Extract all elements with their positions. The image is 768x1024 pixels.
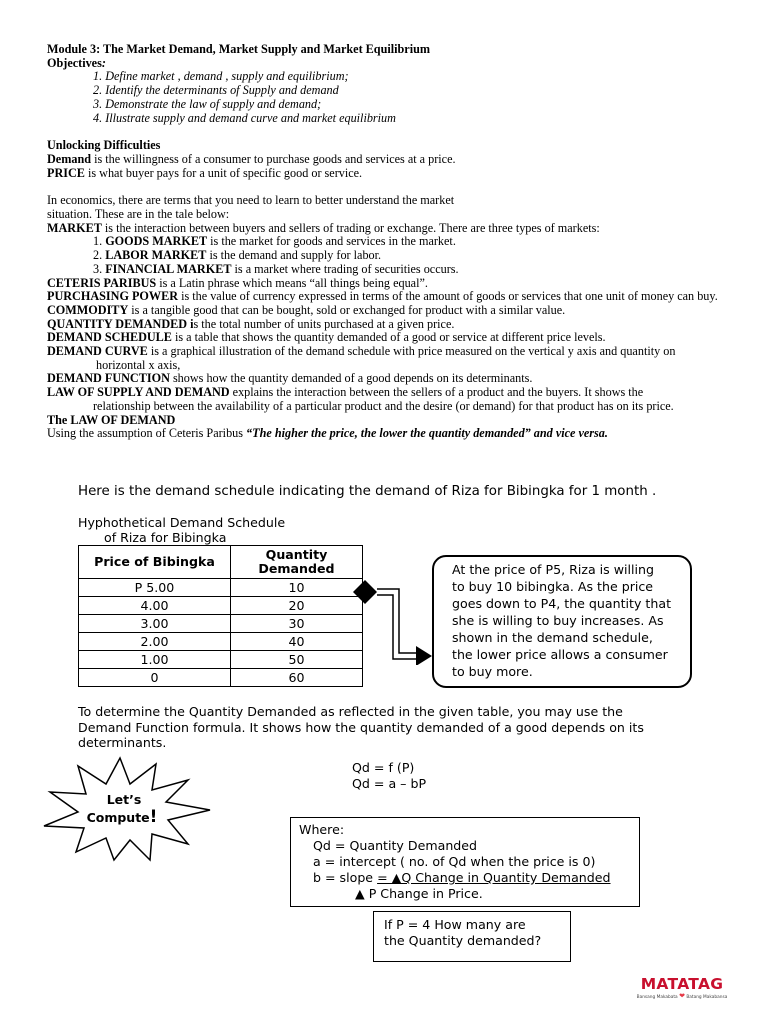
table-title: Hyphothetical Demand Schedule of Riza for Bibingka	[78, 515, 286, 545]
callout-line: to buy 10 bibingka. As the price	[452, 579, 654, 594]
table-cell-price: P 5.00	[79, 579, 231, 597]
demand-schedule-table	[78, 545, 363, 687]
table-header-row	[79, 546, 363, 579]
objective-item: 4. Illustrate supply and demand curve and market equilibrium	[93, 110, 396, 125]
column-header-quantity: Quantity Demanded	[231, 546, 363, 579]
table-cell-price: 3.00	[79, 615, 231, 633]
schedule-intro: Here is the demand schedule indicating the demand of Riza for Bibingka for 1 month .	[78, 484, 657, 499]
table-cell-price: 2.00	[79, 633, 231, 651]
callout-line: she is willing to buy increases. As	[452, 613, 664, 628]
heart-icon: ❤	[679, 992, 685, 1000]
where-heading: Where:	[299, 822, 345, 837]
demand-function-formulas	[352, 760, 426, 791]
definition-purchasing-power: PURCHASING POWER is the value of currency expressed in terms of the amount of goods or services that one unit of money can buy.	[47, 289, 718, 304]
unlocking-heading: Unlocking Difficulties	[47, 138, 161, 153]
table-row	[79, 651, 363, 669]
law-of-demand-heading: The LAW OF DEMAND	[47, 412, 176, 427]
table-cell-quantity: 50	[231, 651, 363, 669]
where-a: a = intercept ( no. of Qd when the price is 0)	[313, 854, 596, 869]
definition-market: MARKET is the interaction between buyers and sellers of trading or exchange. There are three types of markets:	[47, 220, 600, 235]
callout-line: goes down to P4, the quantity that	[452, 596, 672, 611]
burst-text-line2: Compute!	[86, 807, 158, 827]
callout-line: to buy more.	[452, 664, 533, 679]
callout-box	[432, 555, 692, 688]
table-cell-quantity: 30	[231, 615, 363, 633]
definition-commodity: COMMODITY is a tangible good that can be bought, sold or exchanged for product with a similar value.	[47, 302, 566, 317]
matatag-logo	[634, 976, 730, 1001]
intro-paragraph-line: In economics, there are terms that you need to learn to better understand the market	[47, 193, 455, 208]
column-header-price: Price of Bibingka	[79, 546, 231, 579]
document-body	[47, 43, 727, 441]
where-b-denominator: ▲ P Change in Price.	[355, 886, 483, 901]
table-cell-quantity: 60	[231, 669, 363, 687]
table-row	[79, 633, 363, 651]
definition-demand-curve: DEMAND CURVE is a graphical illustration of the demand schedule with price measured on the vertical y axis and quantity on	[47, 344, 676, 359]
formula-paragraph: To determine the Quantity Demanded as reflected in the given table, you may use the Demand Function formula. It shows how the quantity demanded of a good depends on its determinants.	[78, 704, 644, 750]
where-definitions-box	[290, 817, 640, 907]
table-row	[79, 597, 363, 615]
logo-tagline: Bansang Makabata ❤ Batang Makabansa	[636, 992, 728, 1000]
definition-demand-schedule: DEMAND SCHEDULE is a table that shows the quantity demanded of a good or service at different price levels.	[47, 330, 606, 345]
definition-demand: Demand is the willingness of a consumer to purchase goods and services at a price.	[47, 151, 456, 166]
law-of-demand-text: Using the assumption of Ceteris Paribus “The higher the price, the lower the quantity demanded” and vice versa.	[47, 426, 608, 441]
definition-quantity-demanded: QUANTITY DEMANDED is the total number of units purchased at a given price.	[47, 316, 455, 331]
definition-ceteris-paribus: CETERIS PARIBUS is a Latin phrase which means “all things being equal”.	[47, 275, 428, 290]
table-row	[79, 615, 363, 633]
market-type-item: 1. GOODS MARKET is the market for goods and services in the market.	[93, 234, 456, 249]
market-type-item: 2. LABOR MARKET is the demand and supply for labor.	[93, 248, 382, 263]
definition-demand-function: DEMAND FUNCTION shows how the quantity demanded of a good depends on its determinants.	[47, 371, 533, 386]
market-type-item: 3. FINANCIAL MARKET is a market where trading of securities occurs.	[93, 261, 459, 276]
burst-text-line1: Let’s	[106, 792, 142, 807]
objective-item: 2. Identify the determinants of Supply and demand	[93, 83, 339, 98]
connector-arrow-icon	[350, 575, 440, 665]
table-cell-quantity: 20	[231, 597, 363, 615]
table-cell-price: 0	[79, 669, 231, 687]
module-title: Module 3: The Market Demand, Market Supply and Market Equilibrium	[47, 42, 431, 56]
table-row	[79, 669, 363, 687]
lets-compute-burst-icon	[38, 754, 218, 864]
table-cell-quantity: 10	[231, 579, 363, 597]
table-row	[79, 579, 363, 597]
objective-item: 3. Demonstrate the law of supply and demand;	[93, 96, 322, 111]
question-box: If P = 4 How many are the Quantity demanded?	[373, 911, 571, 962]
formula-linear: Qd = a – bP	[352, 775, 427, 791]
definition-demand-curve-cont: horizontal x axis,	[96, 357, 181, 372]
definition-law-supply-demand: LAW OF SUPPLY AND DEMAND explains the interaction between the sellers of a product and the buyers. It shows the	[47, 385, 644, 400]
table-cell-quantity: 40	[231, 633, 363, 651]
intro-paragraph-line: situation. These are in the tale below:	[47, 207, 230, 222]
objectives-heading: Objectives:	[47, 55, 106, 70]
objective-item: 1. Define market , demand , supply and equilibrium;	[93, 69, 349, 84]
where-qd: Qd = Quantity Demanded	[313, 838, 478, 853]
table-cell-price: 4.00	[79, 597, 231, 615]
definition-law-supply-demand-cont: relationship between the availability of a particular product and the desire (or demand) for that product has on its price.	[93, 398, 674, 413]
callout-line: the lower price allows a consumer	[452, 647, 668, 662]
definition-price: PRICE is what buyer pays for a unit of specific good or service.	[47, 165, 363, 180]
logo-name: MATATAG	[640, 975, 724, 993]
callout-line: At the price of P5, Riza is willing	[452, 562, 655, 577]
callout-line: shown in the demand schedule,	[452, 630, 653, 645]
where-b: b = slope = ▲Q Change in Quantity Demanded	[313, 870, 611, 885]
formula-function: Qd = f (P)	[352, 760, 415, 775]
table-cell-price: 1.00	[79, 651, 231, 669]
